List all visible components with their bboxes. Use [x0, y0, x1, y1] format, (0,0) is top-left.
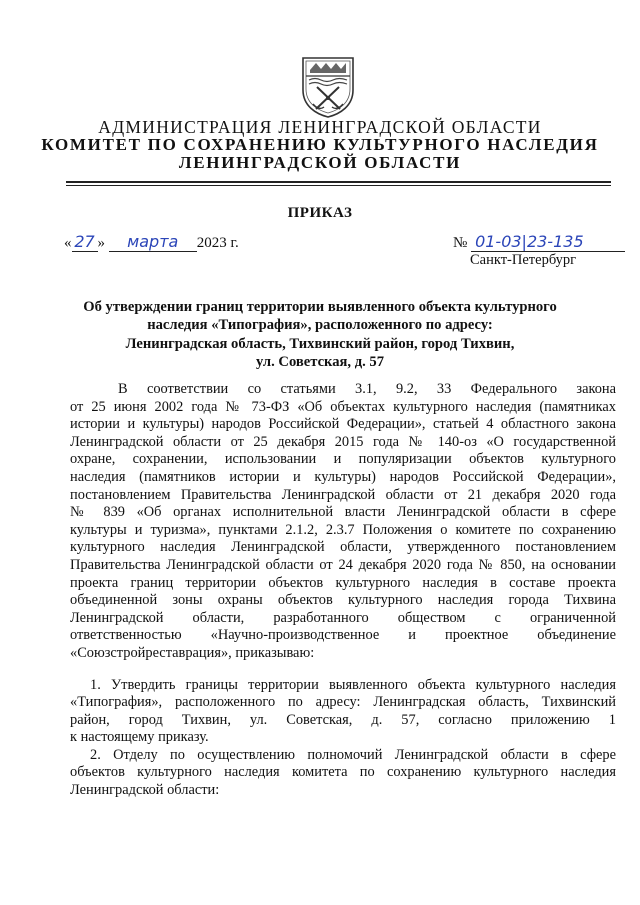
- preamble-line: объединенной зоны охраны объектов культурного наследия города Тихвина: [70, 592, 616, 609]
- preamble-line: культурного наследия Ленинградской области, утвержденного постановлением: [70, 539, 616, 556]
- title-line: Ленинградская область, Тихвинский район, город Тихвин,: [125, 335, 515, 352]
- number-sign: №: [453, 235, 468, 251]
- preamble-line: «Союзстройреставрация», приказываю:: [70, 644, 315, 661]
- number-value: 01-03|23-135: [471, 232, 625, 252]
- title-line: наследия «Типография», расположенного по адресу:: [147, 317, 493, 334]
- date-month: марта: [109, 232, 197, 252]
- coat-of-arms-emblem: [300, 54, 356, 118]
- preamble-line: истории и культуры) народов Российской Федерации», статьей 4 областного закона: [70, 416, 616, 433]
- item1-line: 1. Утвердить границы территории выявленного объекта культурного наследия: [90, 676, 616, 693]
- title-line: Об утверждении границ территории выявленного объекта культурного: [83, 299, 557, 315]
- preamble-line: наследия (памятников истории и культуры) народов Российской Федерации»,: [70, 468, 616, 485]
- preamble-line: от 25 июня 2002 года № 73-ФЗ «Об объектах культурного наследия (памятниках: [70, 398, 616, 415]
- preamble-line: проекта границ территории объектов культурного наследия в составе проекта: [70, 574, 616, 591]
- preamble-line: Ленинградской области от 25 декабря 2015 года № 140-оз «О государственной: [70, 433, 616, 450]
- item2-line: 2. Отделу по осуществлению полномочий Ленинградской области в сфере: [90, 746, 616, 763]
- preamble-line: В соответствии со статьями 3.1, 9.2, 33 Федерального закона: [118, 381, 616, 397]
- item2-line: объектов культурного наследия комитета по сохранению культурного наследия: [70, 764, 616, 781]
- order-number: [453, 232, 625, 252]
- title-line: ул. Советская, д. 57: [255, 354, 385, 371]
- preamble-line: культуры и туризма», пунктами 2.1.2, 2.3.7 Положения о комитете по сохранению: [70, 521, 616, 538]
- date-day: 27: [72, 232, 98, 252]
- date-year: 2023 г.: [196, 235, 239, 251]
- item2-line: Ленинградской области:: [70, 782, 220, 799]
- committee-name: КОМИТЕТ ПО СОХРАНЕНИЮ КУЛЬТУРНОГО НАСЛЕДИЯ: [41, 135, 599, 154]
- preamble-line: Правительства Ленинградской области от 24 декабря 2020 года № 850, на основании: [70, 556, 616, 573]
- header-rule-thin: [66, 185, 611, 186]
- order-body: [70, 381, 616, 800]
- preamble-line: Ленинградской области, разработанного обществом с ограниченной: [70, 609, 616, 626]
- document-type: ПРИКАЗ: [287, 205, 353, 221]
- administration-name: АДМИНИСТРАЦИЯ ЛЕНИНГРАДСКОЙ ОБЛАСТИ: [98, 117, 542, 137]
- preamble-line: № 839 «Об органах исполнительной власти Ленинградской области в сфере: [70, 504, 616, 521]
- item1-line: «Типография», расположенного по адресу: Ленинградская область, Тихвинский: [70, 694, 616, 711]
- committee-region: ЛЕНИНГРАДСКОЙ ОБЛАСТИ: [178, 153, 462, 172]
- order-date: [64, 232, 239, 252]
- order-city: Санкт-Петербург: [470, 252, 577, 268]
- item1-line: район, город Тихвин, ул. Советская, д. 57, согласно приложению 1: [70, 711, 616, 728]
- order-title: [0, 298, 640, 372]
- preamble-line: ответственностью «Научно-производственное и проектное объединение: [70, 627, 616, 644]
- date-open-quote: «: [64, 235, 72, 251]
- preamble-line: постановлением Правительства Ленинградской области от 21 декабря 2020 года: [70, 486, 616, 503]
- header-rule-thick: [66, 181, 611, 183]
- preamble-line: охране, сохранении, использовании и популяризации объектов культурного: [70, 451, 616, 468]
- date-close-quote: »: [97, 235, 105, 251]
- item1-line: к настоящему приказу.: [70, 729, 209, 746]
